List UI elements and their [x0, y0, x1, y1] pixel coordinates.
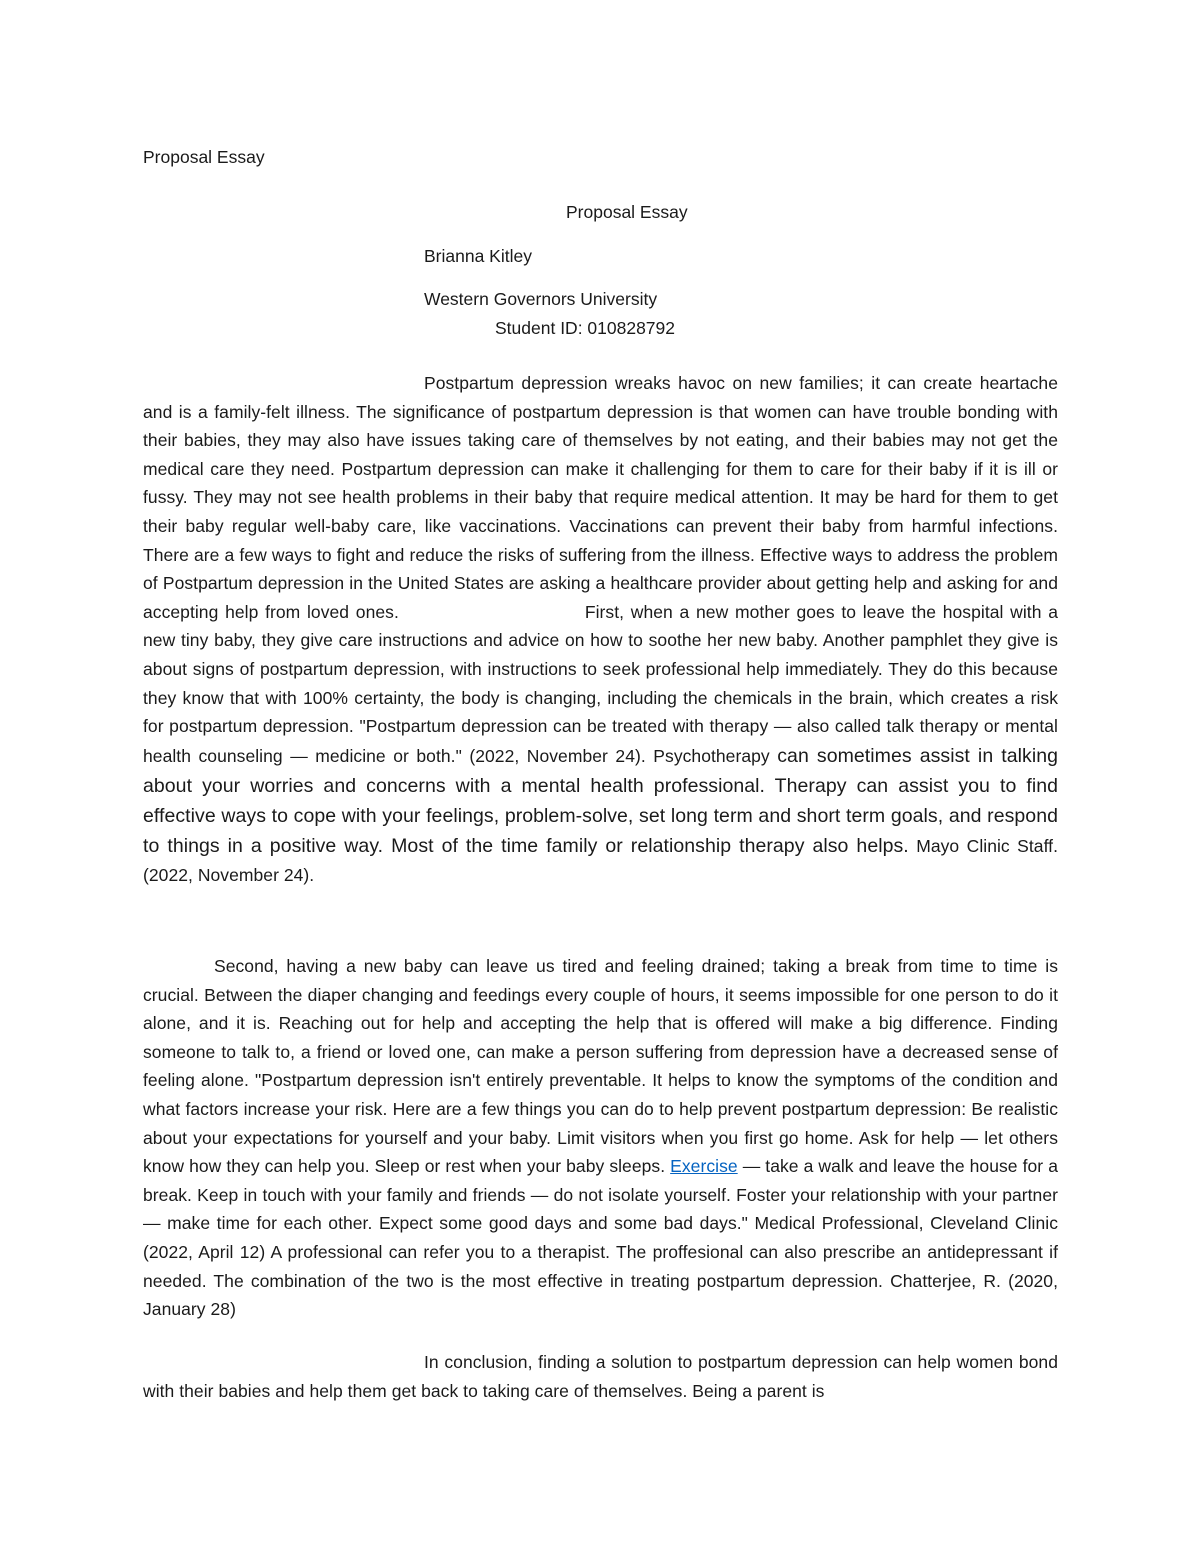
body-paragraph-second [143, 952, 1058, 1324]
author-name: Brianna Kitley [424, 246, 532, 266]
citation-text: Mayo Clinic Staff. (2022, November 24). [143, 835, 1058, 885]
student-id: Student ID: 010828792 [495, 318, 676, 338]
paragraph-text: First, when a new mother goes to leave the hospital with a new tiny baby, they give care instructions and advice on how to soothe her new baby. Another pamphlet they give is about signs of postpartum depression, with instructions to seek professional help immediately. They do this because they know that with 100% certainty, the body is changing, including the chemicals in the brain, which creates a risk for postpartum depression. "Postpartum depression can be treated with therapy — also called talk therapy or mental health counseling — medicine or both." (2022, November 24). Psychotherapy [143, 601, 1058, 766]
paragraph-text: — take a walk and leave the house for a break. Keep in touch with your family and friends — do not isolate yourself. Foster your relationship with your partner — make time for each other. Expect some good days and some bad days." Medical Professional, Cleveland Clinic (2022, April 12) A professional can refer you to a therapist. The proffesional can also prescribe an antidepressant if needed. The combination of the two is the most effective in treating postpartum depression. Chatterjee, R. (2020, January 28) [143, 1156, 1058, 1320]
essay-title: Proposal Essay [566, 202, 688, 222]
running-head: Proposal Essay [143, 147, 265, 167]
body-paragraph-conclusion [143, 1348, 1058, 1405]
body-paragraph-introduction [143, 369, 1058, 889]
paragraph-text: Second, having a new baby can leave us tired and feeling drained; taking a break from time to time is crucial. Between the diaper changing and feedings every couple of hours, it seems impossible for one person to do it alone, and it is. Reaching out for help and accepting the help that is offered will make a big difference. Finding someone to talk to, a friend or loved one, can make a person suffering from depression have a decreased sense of feeling alone. "Postpartum depression isn't entirely preventable. It helps to know the symptoms of the condition and what factors increase your risk. Here are a few things you can do to help prevent postpartum depression: Be realistic about your expectations for yourself and your baby. Limit visitors when you first go home. Ask for help — let others know how they can help you. Sleep or rest when your baby sleeps. [143, 956, 1058, 1177]
paragraph-text: In conclusion, finding a solution to postpartum depression can help women bond with their babies and help them get back to taking care of themselves. Being a parent is [143, 1352, 1058, 1401]
exercise-link[interactable]: Exercise [670, 1156, 738, 1177]
paragraph-emphasis-text: can sometimes assist in talking about your worries and concerns with a mental health professional. Therapy can assist you to find effective ways to cope with your feelings, problem-solve, set long term and short term goals, and respond to things in a positive way. Most of the time family or relationship therapy also helps. [143, 744, 1059, 857]
institution-name: Western Governors University [424, 289, 658, 309]
paragraph-text: Postpartum depression wreaks havoc on new families; it can create heartache and is a family-felt illness. The significance of postpartum depression is that women can have trouble bonding with their babies, they may also have issues taking care of themselves by not eating, and their babies may not get the medical care they need. Postpartum depression can make it challenging for them to care for their baby if it is ill or fussy. They may not see health problems in their baby that require medical attention. It may be hard for them to get their baby regular well-baby care, like vaccinations. Vaccinations can prevent their baby from harmful infections. There are a few ways to fight and reduce the risks of suffering from the illness. Effective ways to address the problem of Postpartum depression in the United States are asking a healthcare provider about getting help and asking for and accepting help from loved ones. [143, 373, 1058, 622]
